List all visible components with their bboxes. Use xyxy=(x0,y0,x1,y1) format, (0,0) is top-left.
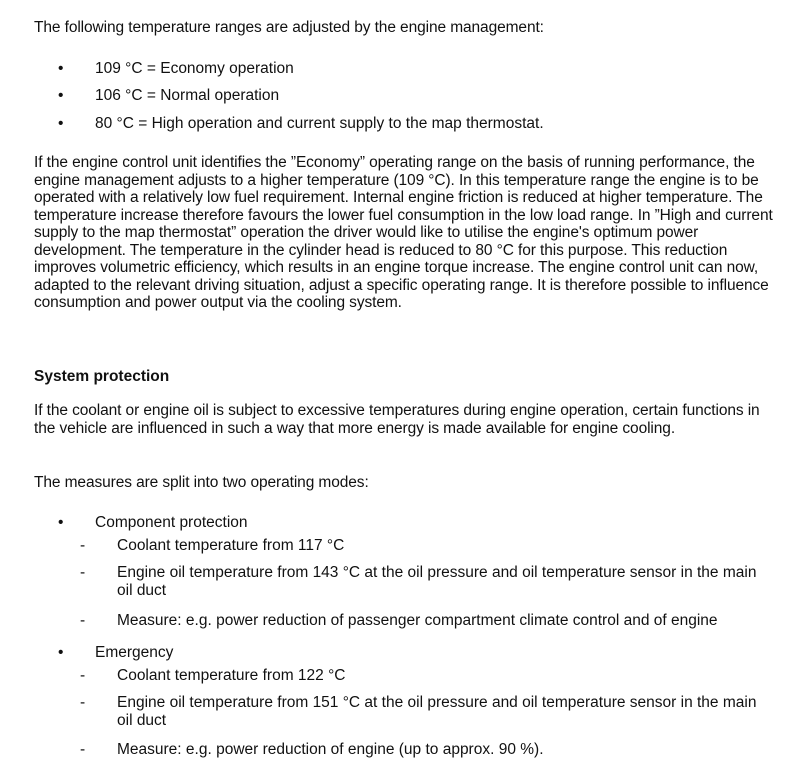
range-text: 80 °C = High operation and current supply to the map thermostat. xyxy=(95,115,544,132)
protection-paragraph: If the coolant or engine oil is subject to excessive temperatures during engine operation, certain functions in the vehicle are influenced in such a way that more energy is made available for engine cooling. xyxy=(34,402,760,437)
mode-detail-text: Coolant temperature from 122 °C xyxy=(117,667,346,684)
mode-detail-text: Engine oil temperature from 151 °C at the oil pressure and oil temperature sensor in the main oil duct xyxy=(117,694,757,729)
range-text: 109 °C = Economy operation xyxy=(95,60,294,77)
mode-name: Component protection xyxy=(95,514,248,531)
dash-mark: - xyxy=(80,694,86,711)
main-paragraph: If the engine control unit identifies the ”Economy” operating range on the basis of running performance, the engine management adjusts to a higher temperature (109 °C). In this temperature range the engine is to be operated with a relatively low fuel requirement. Internal engine friction is reduced at higher temperature. The temperature increase therefore favours the lower fuel consumption in the low load range. In ”High and current supply to the map thermostat” operation the driver would like to utilise the engine's optimum power development. The temperature in the cylinder head is reduced to 80 °C for this purpose. This reduction improves volumetric efficiency, which results in an engine torque increase. The engine control unit can now, adapted to the relevant driving situation, adjust a specific operating range. It is therefore possible to influence consumption and power output via the cooling system. xyxy=(34,154,773,311)
bullet-mark: • xyxy=(58,514,64,531)
measures-intro: The measures are split into two operating modes: xyxy=(34,474,369,491)
section-heading: System protection xyxy=(34,368,170,385)
dash-mark: - xyxy=(80,564,86,581)
mode-detail-text: Engine oil temperature from 143 °C at the oil pressure and oil temperature sensor in the main oil duct xyxy=(117,564,757,599)
dash-mark: - xyxy=(80,537,86,554)
mode-detail-text: Measure: e.g. power reduction of engine (up to approx. 90 %). xyxy=(117,741,544,758)
dash-mark: - xyxy=(80,741,86,758)
mode-detail-text: Coolant temperature from 117 °C xyxy=(117,537,345,554)
bullet-mark: • xyxy=(58,87,64,104)
range-text: 106 °C = Normal operation xyxy=(95,87,280,104)
bullet-mark: • xyxy=(58,644,64,661)
intro-text: The following temperature ranges are adjusted by the engine management: xyxy=(34,19,544,36)
dash-mark: - xyxy=(80,667,86,684)
bullet-mark: • xyxy=(58,60,64,77)
bullet-mark: • xyxy=(58,115,64,132)
dash-mark: - xyxy=(80,612,86,629)
mode-name: Emergency xyxy=(95,644,174,661)
mode-detail-text: Measure: e.g. power reduction of passenger compartment climate control and of engine xyxy=(117,612,718,629)
